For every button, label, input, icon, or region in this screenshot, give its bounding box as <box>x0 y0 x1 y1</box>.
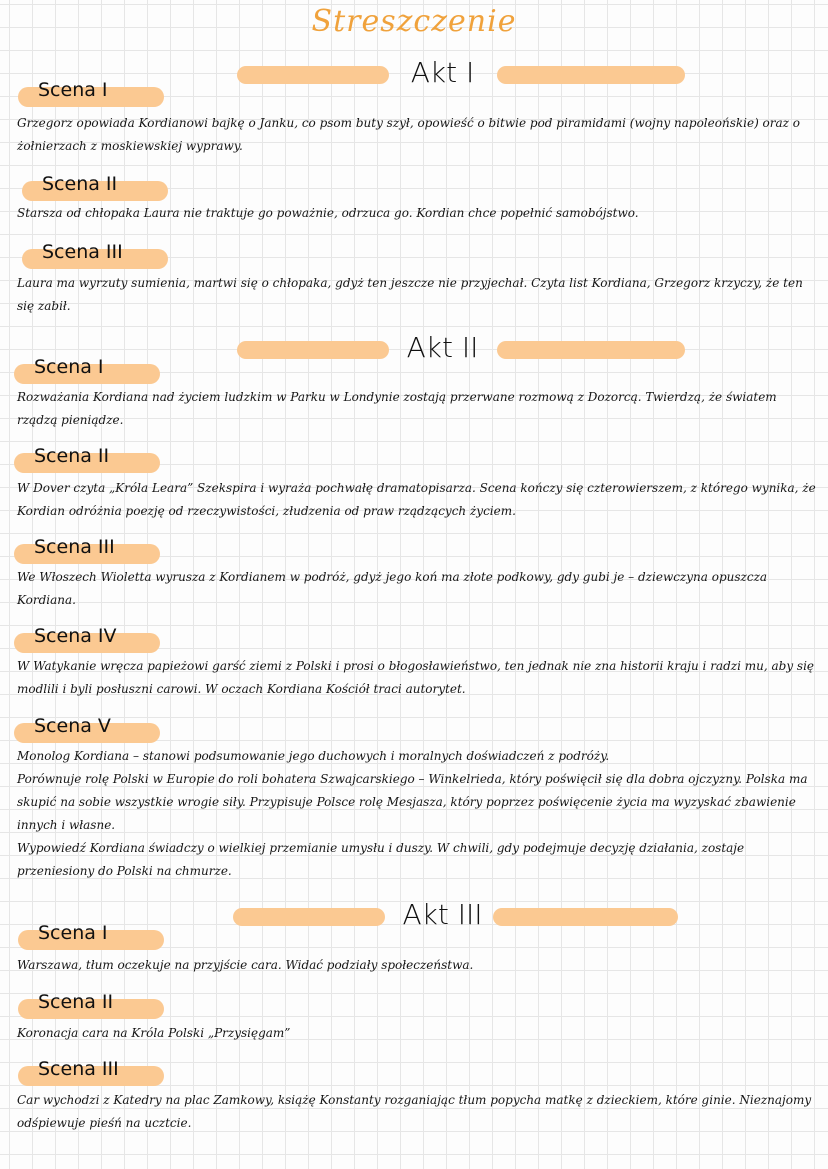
scene-title: Scena IV <box>34 625 117 647</box>
scene-title: Scena II <box>42 173 118 195</box>
scene-tag <box>18 922 164 950</box>
scene-title: Scena II <box>38 991 114 1013</box>
scene-title: Scena III <box>38 1058 119 1080</box>
scene-summary: Koronacja cara na Króla Polski „Przysięgam” <box>17 1026 291 1040</box>
scene-summary: Car wychodzi z Katedry na plac Zamkowy, książę Konstanty rozganiając tłum popycha matkę z dzieckiem, które ginie. Nieznajomy odśpiewuje pieśń na ucztcie. <box>17 1093 812 1130</box>
scene-tag <box>18 991 164 1019</box>
scene-title: Scena I <box>38 922 108 944</box>
scene-tag <box>18 79 164 107</box>
scene-title: Scena III <box>34 536 115 558</box>
highlight-bar <box>497 341 685 359</box>
scene-summary: We Włoszech Wioletta wyrusza z Kordianem w podróż, gdyż jego koń ma złote podkowy, gdy gubi je – dziewczyna opuszcza Kordiana. <box>17 570 768 607</box>
scene-summary: Warszawa, tłum oczekuje na przyjście cara. Widać podziały społeczeństwa. <box>17 958 474 972</box>
scene-tag <box>22 173 168 201</box>
scene-summary: W Dover czyta „Króla Leara” Szekspira i wyraża pochwałę dramatopisarza. Scena kończy się czterowierszem, z którego wynika, że Kordian odróżnia poezję od rzeczywistości, złudzenia od praw rządzących życiem. <box>17 481 816 518</box>
scene-summary: Starsza od chłopaka Laura nie traktuje go poważnie, odrzuca go. Kordian chce popełnić samobójstwo. <box>17 206 639 220</box>
highlight-bar <box>237 66 389 84</box>
act-title: Akt III <box>402 898 483 931</box>
scene-summary: Rozważania Kordiana nad życiem ludzkim w Parku w Londynie zostają przerwane rozmową z Dozorcą. Twierdzą, że światem rządzą pieniądze. <box>17 390 777 427</box>
scene-summary: Laura ma wyrzuty sumienia, martwi się o chłopaka, gdyż ten jeszcze nie przyjechał. Czyta list Kordiana, Grzegorz krzyczy, że ten się zabił. <box>17 276 803 313</box>
highlight-bar <box>493 908 678 926</box>
highlight-bar <box>237 341 389 359</box>
scene-summary: Grzegorz opowiada Kordianowi bajkę o Janku, co psom buty szył, opowieść o bitwie pod piramidami (wojny napoleońskie) oraz o żołnierzach z moskiewskiej wyprawy. <box>17 116 801 153</box>
scene-title: Scena III <box>42 241 123 263</box>
scene-title: Scena I <box>34 356 104 378</box>
scene-tag <box>22 241 168 269</box>
act-title: Akt I <box>410 56 475 89</box>
scene-tag <box>14 536 160 564</box>
summary-paragraph: Monolog Kordiana – stanowi podsumowanie jego duchowych i moralnych doświadczeń z podróży. <box>17 749 610 763</box>
highlight-bar <box>497 66 685 84</box>
act-title: Akt II <box>406 331 479 364</box>
scene-title: Scena V <box>34 715 111 737</box>
summary-paragraph: Porównuje rolę Polski w Europie do roli bohatera Szwajcarskiego – Winkelrieda, który poświęcił się dla dobra ojczyzny. Polska ma skupić na sobie wszystkie wrogie siły. Przypisuje Polsce rolę Mesjasza, który poprzez poświęcenie życia ma wyzyskać zbawienie innych i własne. <box>17 772 808 832</box>
scene-tag <box>14 715 160 743</box>
page-title: Streszczenie <box>311 4 517 39</box>
scene-summary: W Watykanie wręcza papieżowi garść ziemi z Polski i prosi o błogosławieństwo, ten jednak nie zna historii kraju i radzi mu, aby się modlili i byli posłuszni carowi. W oczach Kordiana Kościół traci autorytet. <box>17 659 815 696</box>
highlight-bar <box>233 908 385 926</box>
scene-summary <box>17 745 817 883</box>
summary-paragraph: Wypowiedź Kordiana świadczy o wielkiej przemianie umysłu i duszy. W chwili, gdy podejmuje decyzję działania, zostaje przeniesiony do Polski na chmurze. <box>17 841 745 878</box>
scene-title: Scena I <box>38 79 108 101</box>
scene-tag <box>14 625 160 653</box>
scene-title: Scena II <box>34 445 110 467</box>
scene-tag <box>14 356 160 384</box>
scene-tag <box>14 445 160 473</box>
scene-tag <box>18 1058 164 1086</box>
